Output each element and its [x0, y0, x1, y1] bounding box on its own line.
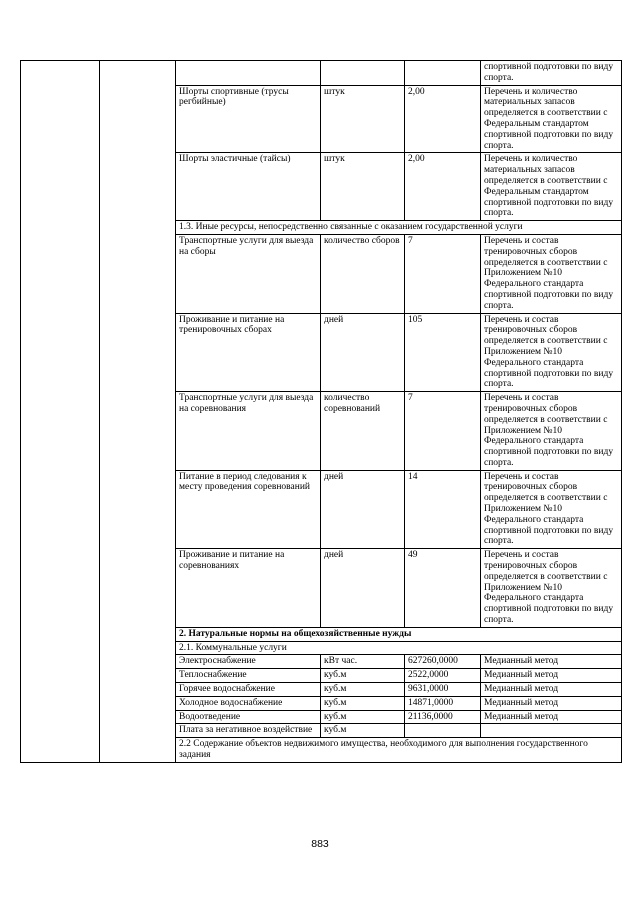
norms-table [20, 60, 622, 763]
left-column-1 [21, 61, 100, 763]
cell-name: Питание в период следования к месту проведения соревнований [176, 470, 321, 549]
cell-name: Горячее водоснабжение [176, 683, 321, 697]
cell-unit: штук [321, 153, 405, 221]
section-2-2-title: 2.2 Содержание объектов недвижимого имущества, необходимого для выполнения государственного задания [176, 738, 622, 763]
cell-unit: куб.м [321, 710, 405, 724]
cell-name: Холодное водоснабжение [176, 696, 321, 710]
cell-name [176, 61, 321, 86]
cell-name: Транспортные услуги для выезда на сборы [176, 234, 321, 313]
cell-name: Теплоснабжение [176, 669, 321, 683]
cell-value: 105 [405, 313, 481, 392]
cell-method: Медианный метод [481, 696, 622, 710]
section-1-3-title: 1.3. Иные ресурсы, непосредственно связанные с оказанием государственной услуги [176, 221, 622, 235]
table-row [21, 61, 622, 86]
cell-unit: дней [321, 549, 405, 628]
cell-value: 2,00 [405, 85, 481, 153]
cell-unit: куб.м [321, 696, 405, 710]
cell-name: Плата за негативное воздействие [176, 724, 321, 738]
section-2-1-title: 2.1. Коммунальные услуги [176, 641, 622, 655]
cell-unit: кВт час. [321, 655, 405, 669]
cell-note: Перечень и количество материальных запасов определяется в соответствии с Федеральным стандартом спортивной подготовки по виду спорта. [481, 153, 622, 221]
cell-note: Перечень и состав тренировочных сборов определяется в соответствии с Приложением №10 Федерального стандарта спортивной подготовки по виду спорта. [481, 549, 622, 628]
cell-unit: количество соревнований [321, 392, 405, 471]
cell-name: Электроснабжение [176, 655, 321, 669]
cell-name: Транспортные услуги для выезда на соревнования [176, 392, 321, 471]
cell-value: 627260,0000 [405, 655, 481, 669]
cell-method: Медианный метод [481, 710, 622, 724]
cell-value: 7 [405, 234, 481, 313]
cell-value: 14871,0000 [405, 696, 481, 710]
cell-value: 14 [405, 470, 481, 549]
cell-method: Медианный метод [481, 683, 622, 697]
cell-note: Перечень и состав тренировочных сборов определяется в соответствии с Приложением №10 Федерального стандарта спортивной подготовки по виду спорта. [481, 234, 622, 313]
cell-unit: куб.м [321, 724, 405, 738]
cell-value [405, 61, 481, 86]
cell-value: 7 [405, 392, 481, 471]
cell-method: Медианный метод [481, 655, 622, 669]
cell-value: 21136,0000 [405, 710, 481, 724]
cell-unit [321, 61, 405, 86]
cell-value: 49 [405, 549, 481, 628]
cell-unit: дней [321, 313, 405, 392]
cell-method: Медианный метод [481, 669, 622, 683]
cell-method [481, 724, 622, 738]
cell-name: Проживание и питание на тренировочных сборах [176, 313, 321, 392]
cell-unit: куб.м [321, 683, 405, 697]
cell-name: Шорты эластичные (тайсы) [176, 153, 321, 221]
cell-unit: штук [321, 85, 405, 153]
page-number: 883 [311, 838, 329, 850]
cell-note: Перечень и состав тренировочных сборов определяется в соответствии с Приложением №10 Федерального стандарта спортивной подготовки по виду спорта. [481, 313, 622, 392]
cell-value: 2522,0000 [405, 669, 481, 683]
section-2-title: 2. Натуральные нормы на общехозяйственные нужды [176, 627, 622, 641]
cell-note: Перечень и состав тренировочных сборов определяется в соответствии с Приложением №10 Федерального стандарта спортивной подготовки по виду спорта. [481, 470, 622, 549]
cell-unit: куб.м [321, 669, 405, 683]
cell-value [405, 724, 481, 738]
cell-unit: дней [321, 470, 405, 549]
cell-name: Водоотведение [176, 710, 321, 724]
cell-name: Проживание и питание на соревнованиях [176, 549, 321, 628]
cell-unit: количество сборов [321, 234, 405, 313]
cell-note: Перечень и количество материальных запасов определяется в соответствии с Федеральным стандартом спортивной подготовки по виду спорта. [481, 85, 622, 153]
cell-name: Шорты спортивные (трусы регбийные) [176, 85, 321, 153]
left-column-2 [100, 61, 176, 763]
cell-value: 9631,0000 [405, 683, 481, 697]
cell-note: спортивной подготовки по виду спорта. [481, 61, 622, 86]
cell-note: Перечень и состав тренировочных сборов определяется в соответствии с Приложением №10 Федерального стандарта спортивной подготовки по виду спорта. [481, 392, 622, 471]
cell-value: 2,00 [405, 153, 481, 221]
